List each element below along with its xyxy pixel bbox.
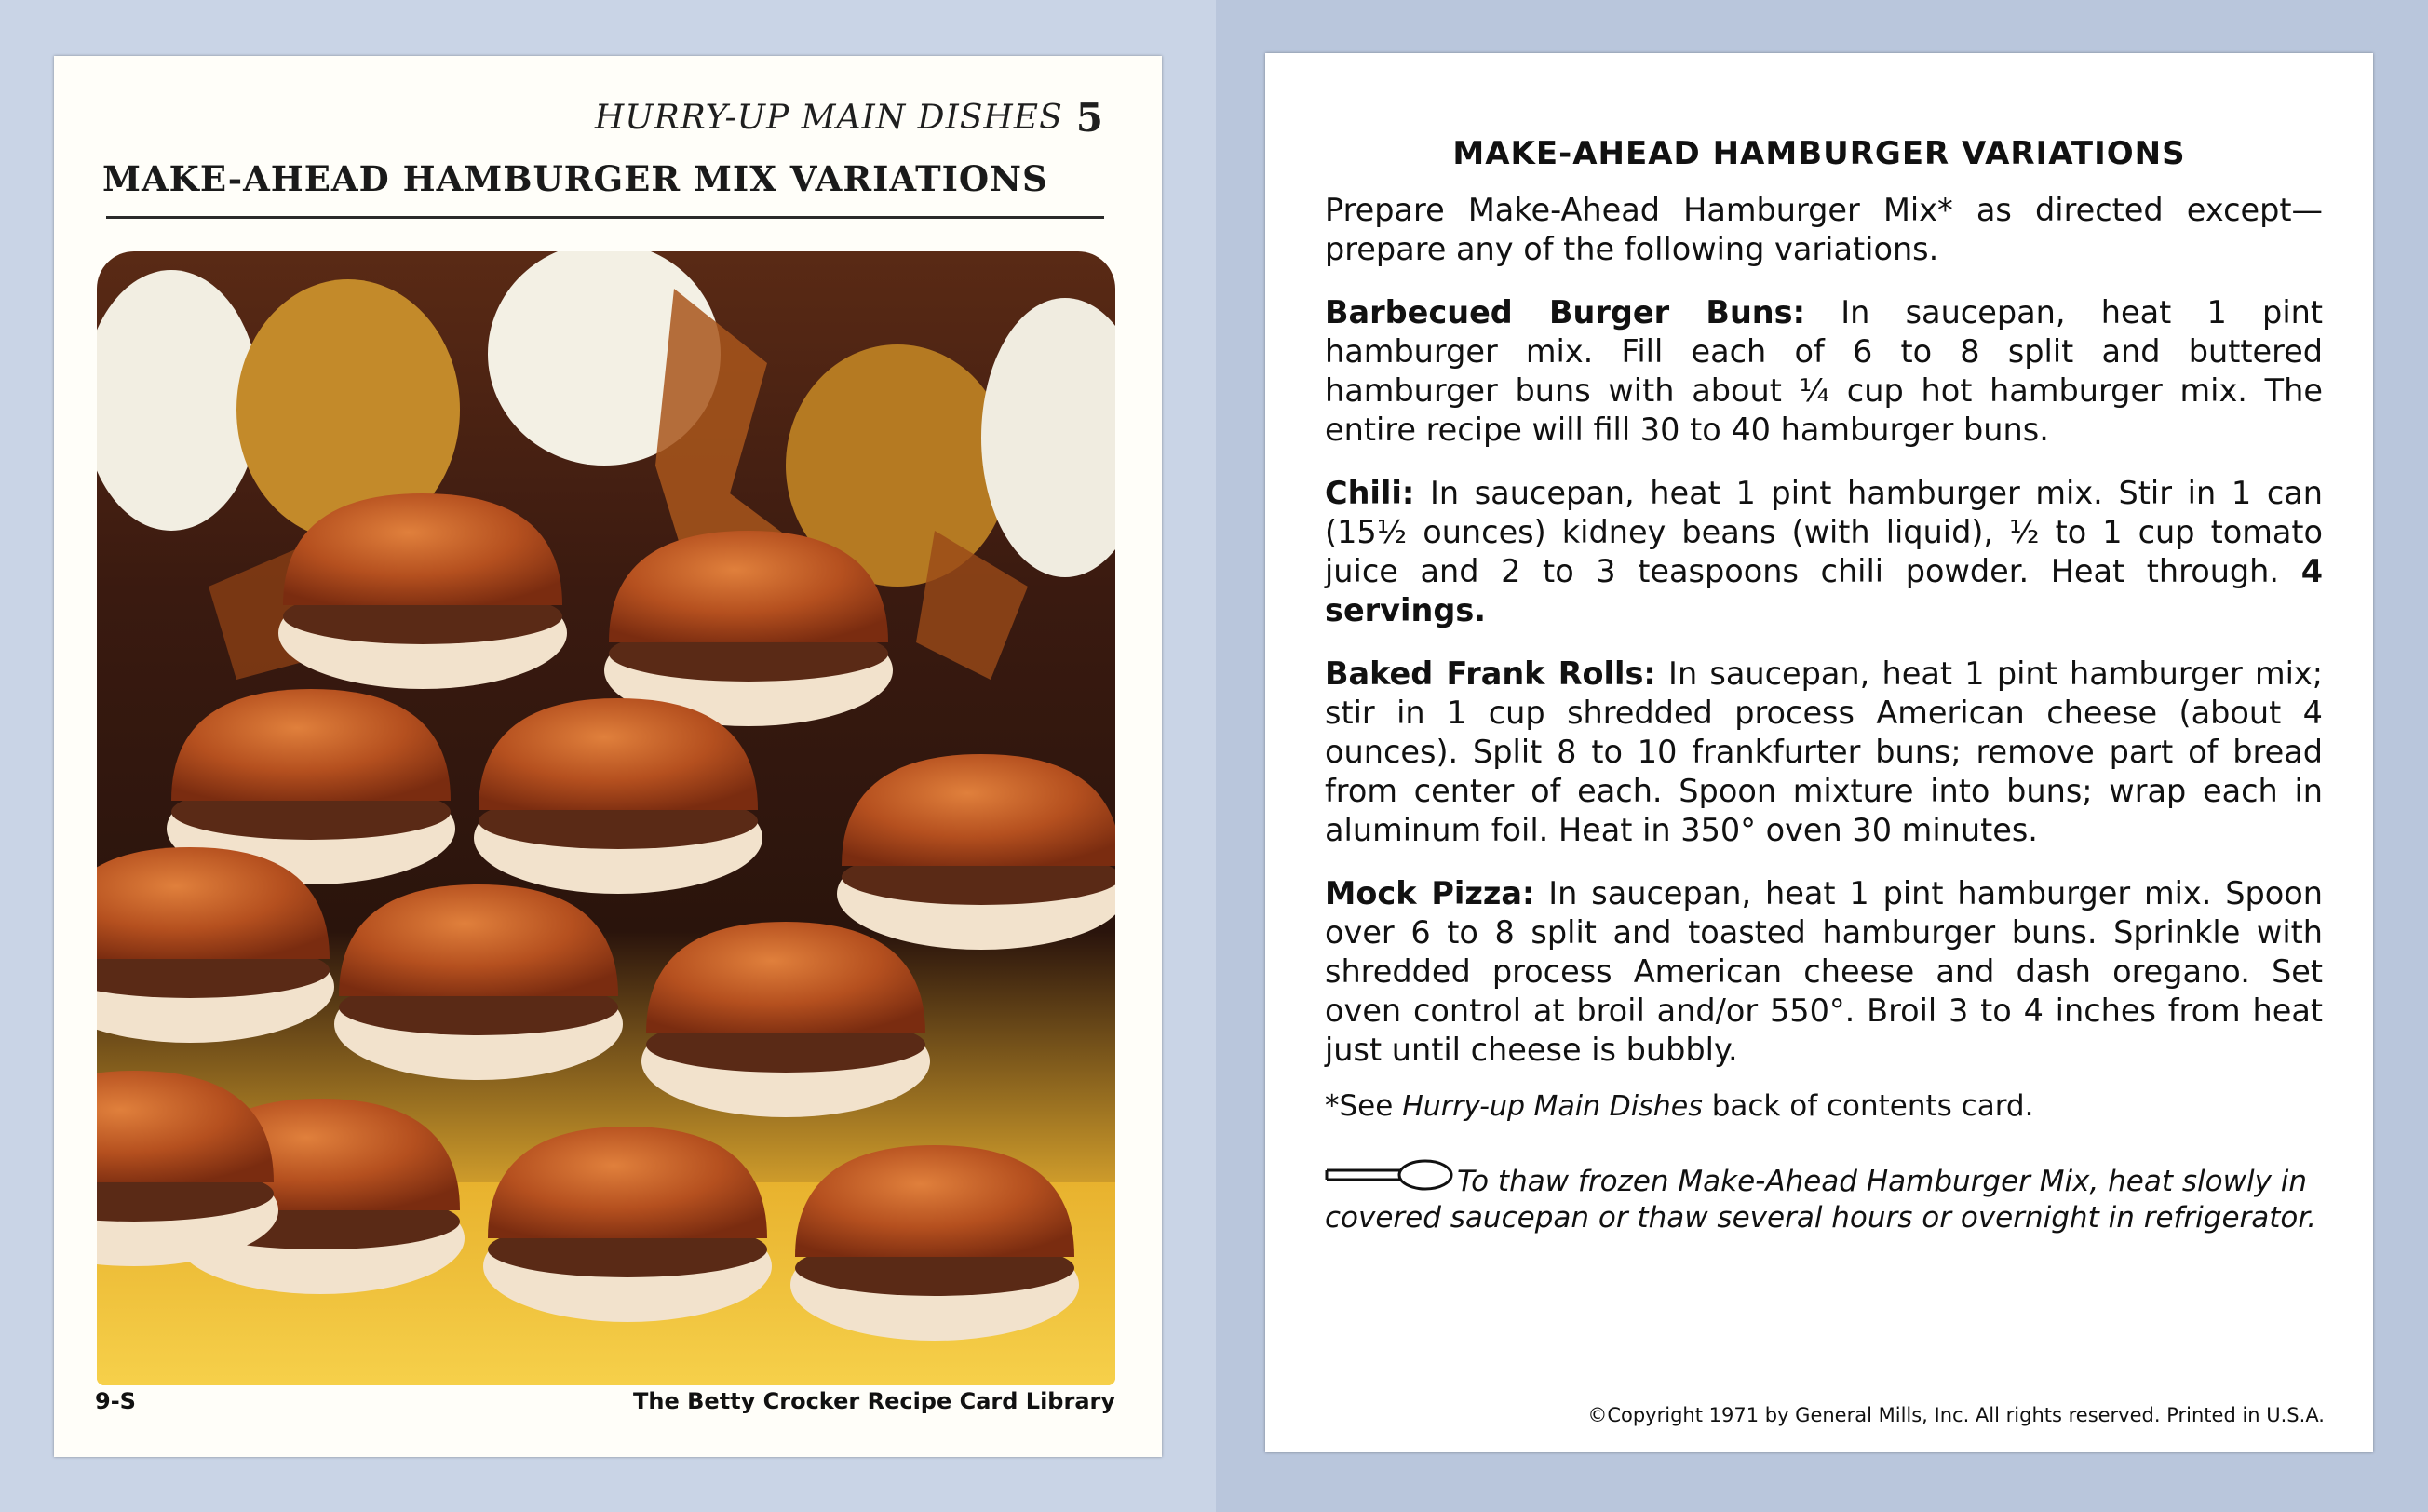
- back-title: MAKE-AHEAD HAMBURGER VARIATIONS: [1452, 135, 2186, 172]
- variation-name: Mock Pizza:: [1325, 875, 1535, 911]
- variation-text: In saucepan, heat 1 pint hamburger mix. Fill each of 6 to 8 split and buttered hamburger buns with about ¼ cup hot hamburger mix. The entire recipe will fill 30 to 40 hamburger buns.: [1325, 294, 2323, 448]
- bun: [604, 531, 893, 726]
- contents-note: [1325, 1087, 2323, 1127]
- series-number: 5: [1075, 95, 1104, 141]
- front-title: MAKE-AHEAD HAMBURGER MIX VARIATIONS: [102, 158, 1048, 199]
- bun: [837, 754, 1115, 950]
- variation-mock-pizza: [1325, 874, 2323, 1070]
- flower-decor: [97, 251, 1115, 680]
- spoon-icon: [1325, 1157, 1453, 1195]
- variation-chili: [1325, 474, 2323, 630]
- bun: [641, 922, 930, 1117]
- note-prefix: *See: [1325, 1089, 1403, 1123]
- buns-illustration: [97, 251, 1115, 1385]
- variation-name: Chili:: [1325, 475, 1415, 511]
- variation-text: In saucepan, heat 1 pint hamburger mix. Spoon over 6 to 8 split and toasted hamburger buns. Sprinkle with shredded process American cheese and dash oregano. Set oven control at broil and/or 550°. Broil 3 to 4 inches from heat just until cheese is bubbly.: [1325, 875, 2323, 1068]
- intro-paragraph: Prepare Make-Ahead Hamburger Mix* as directed except—prepare any of the following variations.: [1325, 192, 2323, 267]
- title-divider: [106, 216, 1104, 219]
- bun: [334, 884, 623, 1080]
- variation-barbecued-burger-buns: [1325, 293, 2323, 450]
- series-heading: [595, 95, 1104, 141]
- variation-text: In saucepan, heat 1 pint hamburger mix; stir in 1 cup shredded process American cheese (about 4 ounces). Split 8 to 10 frankfurter buns; remove part of bread from center of each. Spoon mixture into buns; wrap each in aluminum foil. Heat in 350° oven 30 minutes.: [1325, 655, 2324, 848]
- recipe-card-front: [54, 56, 1162, 1457]
- bun: [278, 493, 567, 689]
- library-name: The Betty Crocker Recipe Card Library: [633, 1388, 1115, 1414]
- bun: [483, 1127, 772, 1322]
- thaw-tip: [1325, 1157, 2330, 1236]
- copyright: ©Copyright 1971 by General Mills, Inc. All rights reserved. Printed in U.S.A.: [1587, 1404, 2325, 1426]
- bun: [474, 698, 762, 894]
- note-suffix: back of contents card.: [1702, 1089, 2034, 1123]
- hamburger-buns-photo-icon: [97, 251, 1115, 1385]
- variation-name: Baked Frank Rolls:: [1325, 655, 1656, 692]
- note-reference: Hurry-up Main Dishes: [1402, 1090, 1703, 1123]
- variation-name: Barbecued Burger Buns:: [1325, 294, 1805, 331]
- bun: [790, 1145, 1079, 1341]
- servings: 4 servings.: [1325, 553, 2323, 628]
- recipe-card-back: [1265, 53, 2373, 1452]
- tip-text: To thaw frozen Make-Ahead Hamburger Mix, heat slowly in covered saucepan or thaw several hours or overnight in refrigerator.: [1325, 1165, 2317, 1235]
- card-code: 9-S: [95, 1388, 136, 1414]
- variation-baked-frank-rolls: [1325, 655, 2323, 850]
- bun: [97, 1071, 278, 1266]
- series-title: HURRY-UP MAIN DISHES: [594, 99, 1063, 137]
- recipe-body: [1325, 191, 2323, 1151]
- variation-text: In saucepan, heat 1 pint hamburger mix. Stir in 1 can (15½ ounces) kidney beans (with liquid), ½ to 1 cup tomato juice and 2 to 3 teaspoons chili powder. Heat through.: [1325, 475, 2323, 589]
